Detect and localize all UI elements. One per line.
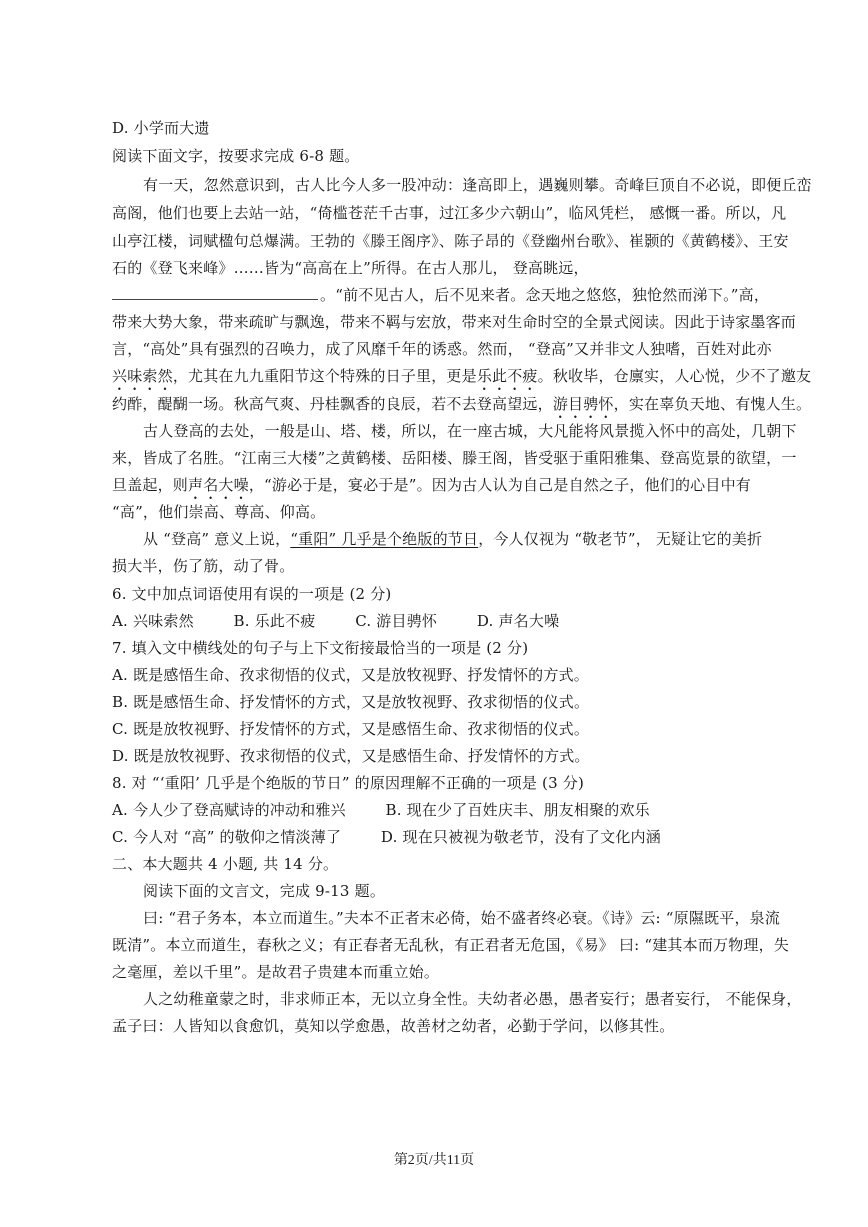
passage-line <box>112 366 811 394</box>
classical-text-line: 既清”。本立而道生，春秋之义；有正春者无乱秋，有正君者无危国，《易》 曰: “建其本而万物理，失 <box>112 936 790 954</box>
question-6-options: A. 兴味索然 B. 乐此不疲 C. 游目骋怀 D. 声名大噪 <box>112 612 560 630</box>
question-7-option-a: A. 既是感悟生命、孜求彻悟的仪式，又是放牧视野、抒发情怀的方式。 <box>112 666 589 684</box>
passage-line-with-blank <box>112 285 769 305</box>
passage-text: 旦盖起，则 <box>112 476 189 494</box>
dotted-word: 兴味索然 <box>112 367 173 385</box>
classical-text-line: 曰: “君子务本，本立而道生。”夫本不正者末必倚，始不盛者终必衰。《诗》云: “原隰既平，泉流 <box>143 909 781 927</box>
passage-text: ，实在辜负天地、有愧人生。 <box>613 395 812 413</box>
passage-text: 。“前不见古人，后不见来者。念天地之悠悠，独怆然而涕下。”高， <box>320 286 770 304</box>
passage-line: 古人登高的去处，一般是山、塔、楼，所以，在一座古城，大凡能将风景揽入怀中的高处，几朝下 <box>143 422 797 440</box>
passage-line: 高阁，他们也要上去站一站，“倚槛苍茫千古事，过江多少六朝山”，临风凭栏， 感慨一番。所以，凡 <box>112 204 787 222</box>
question-6: 6. 文中加点词语使用有误的一项是 (2 分) <box>112 585 392 603</box>
reading-instruction: 阅读下面的文言文，完成 9-13 题。 <box>143 882 386 900</box>
reading-instruction: 阅读下面文字，按要求完成 6-8 题。 <box>112 147 360 165</box>
passage-text: 约酢，醍醐一场。秋高气爽、丹桂飘香的良辰，若不去登高望远， <box>112 395 553 413</box>
passage-text: ，尤其在九九重阳节这个特殊的日子里，更是 <box>172 367 477 385</box>
question-7: 7. 填入文中横线处的句子与上下文衔接最恰当的一项是 (2 分) <box>112 639 529 657</box>
passage-line: 石的《登飞来峰》……皆为“高高在上”所得。在古人那儿， 登高眺远， <box>112 259 589 277</box>
classical-text-line: 之毫厘，差以千里”。是故君子贵建本而重立始。 <box>112 963 440 981</box>
passage-line <box>112 475 751 503</box>
page-number: 第2页/共11页 <box>393 1153 475 1168</box>
question-8: 8. 对 “‘重阳’ 几乎是个绝版的节日” 的原因理解不正确的一项是 (3 分) <box>112 774 585 792</box>
question-8-options-cd: C. 今人对 “高” 的敬仰之情淡薄了 D. 现在只被视为敬老节，没有了文化内涵 <box>112 828 661 846</box>
passage-line: 有一天，忽然意识到，古人比今人多一股冲动：逢高即上，遇巍则攀。奇峰巨顶自不必说，即便丘峦 <box>143 176 812 194</box>
underlined-phrase: “重阳” 几乎是个绝版的节日 <box>290 530 479 548</box>
question-7-option-b: B. 既是感悟生命、抒发情怀的方式，又是放牧视野、孜求彻悟的仪式。 <box>112 693 590 711</box>
section-heading: 二、本大题共 4 小题, 共 14 分。 <box>112 855 339 873</box>
fill-in-blank <box>112 285 318 300</box>
passage-line: 损大半，伤了筋，动了骨。 <box>112 557 295 575</box>
question-8-options-ab: A. 今人少了登高赋诗的冲动和雅兴 B. 现在少了百姓庆丰、朋友相聚的欢乐 <box>112 801 650 819</box>
passage-text: ，“游必于是，宴必于是”。因为古人认为自己是自然之子，他们的心目中有 <box>248 476 751 494</box>
dotted-word: 声名大噪 <box>188 476 249 494</box>
dotted-word: 乐此不疲 <box>476 367 538 385</box>
passage-text: 。秋收毕，仓廪实，人心悦，少不了邀友 <box>537 367 812 385</box>
passage-line: 山亭江楼，词赋楹句总爆满。王勃的《滕王阁序》、陈子昂的《登幽州台歌》、崔颢的《黄鹤楼》、王安 <box>112 232 789 250</box>
passage-line: 言，“高处”具有强烈的召唤力，成了风靡千年的诱惑。然而， “登高”又并非文人独嗜，百姓对此亦 <box>112 340 772 358</box>
passage-text: 从 “登高” 意义上说， <box>143 530 291 548</box>
option-d-text: D. 小学而大遗 <box>112 119 210 137</box>
classical-text-line: 孟子曰：人皆知以食愈饥，莫知以学愈愚，故善材之幼者，必勤于学问，以修其性。 <box>112 1017 675 1035</box>
passage-text: ，今人仅视为 “敬老节”， 无疑让它的美折 <box>478 530 763 548</box>
classical-text-line: 人之幼稚童蒙之时，非求师正本，无以立身全性。夫幼者必愚，愚者妄行；愚者妄行， 不能保身， <box>143 990 802 1008</box>
question-7-option-c: C. 既是放牧视野、抒发情怀的方式，又是感悟生命、孜求彻悟的仪式。 <box>112 720 590 738</box>
passage-line <box>143 529 762 549</box>
dotted-word: 游目骋怀 <box>552 395 614 413</box>
passage-line: “高”，他们崇高、尊高、仰高。 <box>112 503 326 521</box>
question-7-option-d: D. 既是放牧视野、孜求彻悟的仪式，又是感悟生命、抒发情怀的方式。 <box>112 747 590 765</box>
passage-line <box>112 394 811 422</box>
passage-line: 来，皆成了名胜。“江南三大楼”之黄鹤楼、岳阳楼、滕王阁，皆受驱于重阳雅集、登高览景的欲望，一 <box>112 449 797 467</box>
passage-line: 带来大势大象，带来疏旷与飘逸，带来不羁与宏放，带来对生命时空的全景式阅读。因此于诗家墨客而 <box>112 313 797 331</box>
